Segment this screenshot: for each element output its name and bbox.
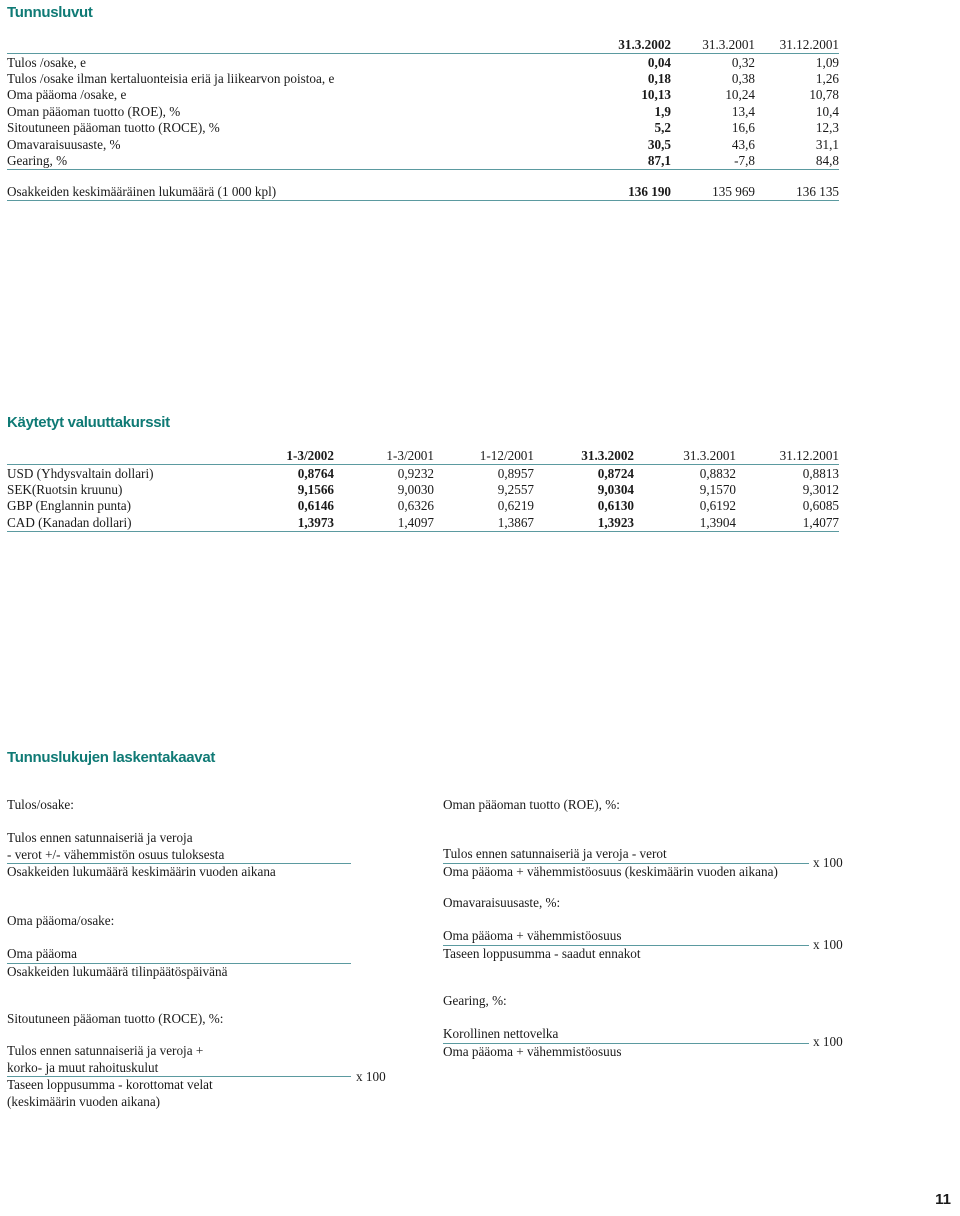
numerator-line: Oma pääoma + vähemmistöosuus — [443, 928, 622, 943]
numerator-line: Oma pääoma — [7, 946, 77, 961]
cell-value: 5,2 — [654, 120, 671, 136]
cell-value: 84,8 — [755, 153, 839, 170]
table-row — [7, 71, 839, 87]
fraction-numerator — [7, 830, 351, 864]
cell-value: 0,8764 — [297, 465, 334, 481]
gearing-formula-title: Gearing, %: — [443, 993, 507, 1008]
cell-value: 1,09 — [815, 54, 839, 70]
table-row — [7, 153, 839, 170]
column-header: 31.3.2001 — [671, 37, 755, 54]
row-label: Sitoutuneen pääoman tuotto (ROCE), % — [7, 120, 220, 136]
cell-value: 0,8957 — [497, 465, 534, 481]
column-header: 1-3/2002 — [237, 448, 334, 465]
denominator-line: Osakkeiden lukumäärä keskimäärin vuoden aikana — [7, 864, 276, 879]
shares-table — [7, 184, 839, 201]
cell-value: 1,3923 — [534, 515, 634, 532]
row-label: Gearing, % — [7, 153, 575, 170]
denominator-line: Oma pääoma + vähemmistöosuus — [443, 1043, 622, 1059]
numerator-line: Tulos ennen satunnaiseriä ja veroja + — [7, 1043, 204, 1058]
column-header: 31.3.2002 — [534, 448, 634, 465]
cell-value: 9,0304 — [597, 481, 634, 497]
table-row — [7, 120, 839, 136]
cell-value: 0,9232 — [397, 465, 434, 481]
cell-value: 0,8832 — [699, 465, 736, 481]
column-header: 31.12.2001 — [755, 37, 839, 54]
table-row — [7, 136, 839, 152]
cell-value: 10,4 — [815, 103, 839, 119]
column-header: 31.3.2001 — [634, 448, 736, 465]
column-header: 31.3.2002 — [575, 37, 671, 54]
denominator-line: Oma pääoma + vähemmistöosuus (keskimäärin vuoden aikana) — [443, 863, 778, 879]
cell-value: 0,6219 — [497, 498, 534, 514]
roe-multiplier: x 100 — [813, 855, 843, 870]
row-label: GBP (Englannin punta) — [7, 498, 132, 514]
cell-value: 9,1566 — [297, 481, 334, 497]
eps-formula-title: Tulos/osake: — [7, 797, 74, 812]
numerator-line: Tulos ennen satunnaiseriä ja veroja - verot — [443, 846, 667, 861]
cell-value: 1,4097 — [334, 515, 434, 532]
denominator-line: (keskimäärin vuoden aikana) — [7, 1093, 161, 1109]
cell-value: 1,9 — [654, 103, 671, 119]
fraction-numerator — [7, 1043, 351, 1077]
fraction-denominator — [443, 864, 809, 881]
cell-value: 0,18 — [647, 70, 671, 86]
numerator-line: Korollinen nettovelka — [443, 1026, 559, 1041]
column-header: 1-3/2001 — [334, 448, 434, 465]
exchange-rates-header-row — [7, 448, 839, 465]
equity-ratio-multiplier: x 100 — [813, 937, 843, 952]
cell-value: 0,04 — [647, 54, 671, 70]
key-figures-header-row — [7, 37, 839, 54]
numerator-line: korko- ja muut rahoituskulut — [7, 1059, 159, 1075]
cell-value: 0,32 — [731, 54, 755, 70]
fraction-denominator — [443, 946, 809, 963]
page-number: 11 — [935, 1191, 951, 1208]
fraction-numerator — [7, 946, 351, 964]
shares-row — [7, 184, 839, 201]
cell-value: 1,3904 — [634, 515, 736, 532]
fraction-numerator — [443, 846, 809, 864]
table-row — [7, 482, 839, 498]
roce-multiplier: x 100 — [356, 1069, 386, 1084]
cell-value: 10,13 — [641, 87, 671, 103]
equity-per-share-formula-title: Oma pääoma/osake: — [7, 913, 115, 928]
fraction-denominator — [7, 864, 351, 881]
row-label: Omavaraisuusaste, % — [7, 136, 121, 152]
gearing-multiplier: x 100 — [813, 1034, 843, 1049]
fraction-numerator — [443, 928, 809, 946]
cell-value: 0,6085 — [802, 498, 839, 514]
cell-value: 136 190 — [575, 184, 671, 201]
table-row — [7, 515, 839, 532]
row-label: Oman pääoman tuotto (ROE), % — [7, 103, 181, 119]
cell-value: 13,4 — [731, 103, 755, 119]
cell-value: 136 135 — [755, 184, 839, 201]
cell-value: 1,26 — [815, 70, 839, 86]
roe-fraction — [443, 846, 809, 880]
gearing-fraction — [443, 1026, 809, 1060]
cell-value: 0,6326 — [397, 498, 434, 514]
numerator-line: Tulos ennen satunnaiseriä ja veroja — [7, 830, 193, 845]
cell-value: 31,1 — [815, 136, 839, 152]
row-label: Tulos /osake, e — [7, 54, 87, 70]
cell-value: 10,24 — [725, 87, 755, 103]
cell-value: 135 969 — [671, 184, 755, 201]
numerator-line: - verot +/- vähemmistön osuus tuloksesta — [7, 846, 225, 862]
row-label: SEK(Ruotsin kruunu) — [7, 481, 123, 497]
cell-value: 30,5 — [647, 136, 671, 152]
cell-value: 0,6192 — [699, 498, 736, 514]
equity-ratio-formula-title: Omavaraisuusaste, %: — [443, 895, 561, 910]
cell-value: 16,6 — [731, 120, 755, 136]
cell-value: 1,3973 — [237, 515, 334, 532]
row-label: Tulos /osake ilman kertaluonteisia eriä ja liikearvon poistoa, e — [7, 70, 335, 86]
column-header: 1-12/2001 — [434, 448, 534, 465]
cell-value: 43,6 — [731, 136, 755, 152]
denominator-line: Taseen loppusumma - saadut ennakot — [443, 945, 641, 961]
cell-value: 87,1 — [575, 153, 671, 170]
cell-value: 0,38 — [731, 70, 755, 86]
column-header: 31.12.2001 — [736, 448, 839, 465]
denominator-line: Taseen loppusumma - korottomat velat — [7, 1077, 213, 1092]
cell-value: 1,4077 — [736, 515, 839, 532]
cell-value: 0,6130 — [597, 498, 634, 514]
roce-formula-title: Sitoutuneen pääoman tuotto (ROCE), %: — [7, 1011, 224, 1026]
table-row — [7, 498, 839, 514]
table-row — [7, 54, 839, 71]
fraction-denominator — [7, 1077, 351, 1110]
cell-value: 12,3 — [815, 120, 839, 136]
cell-value: 10,78 — [809, 87, 839, 103]
roce-fraction — [7, 1043, 351, 1110]
cell-value: 9,0030 — [397, 481, 434, 497]
cell-value: 0,8813 — [802, 465, 839, 481]
eps-fraction — [7, 830, 351, 881]
table-row — [7, 87, 839, 103]
cell-value: 1,3867 — [434, 515, 534, 532]
exchange-rates-title: Käytetyt valuuttakurssit — [7, 414, 170, 431]
fraction-denominator — [443, 1044, 809, 1061]
table-row — [7, 104, 839, 120]
cell-value: -7,8 — [671, 153, 755, 170]
key-figures-table — [7, 37, 839, 170]
table-row — [7, 465, 839, 482]
exchange-rates-table — [7, 448, 839, 532]
roe-formula-title: Oman pääoman tuotto (ROE), %: — [443, 797, 620, 812]
cell-value: 0,8724 — [597, 465, 634, 481]
row-label: CAD (Kanadan dollari) — [7, 515, 237, 532]
fraction-numerator — [443, 1026, 809, 1044]
formulas-title: Tunnuslukujen laskentakaavat — [7, 749, 216, 766]
equity-per-share-fraction — [7, 946, 351, 980]
key-figures-title: Tunnusluvut — [7, 4, 93, 21]
cell-value: 9,2557 — [497, 481, 534, 497]
cell-value: 0,6146 — [297, 498, 334, 514]
fraction-denominator — [7, 964, 351, 981]
row-label: Oma pääoma /osake, e — [7, 87, 127, 103]
row-label: USD (Yhdysvaltain dollari) — [7, 465, 154, 481]
row-label: Osakkeiden keskimääräinen lukumäärä (1 000 kpl) — [7, 184, 575, 201]
denominator-line: Osakkeiden lukumäärä tilinpäätöspäivänä — [7, 963, 228, 979]
cell-value: 9,3012 — [802, 481, 839, 497]
equity-ratio-fraction — [443, 928, 809, 962]
cell-value: 9,1570 — [699, 481, 736, 497]
